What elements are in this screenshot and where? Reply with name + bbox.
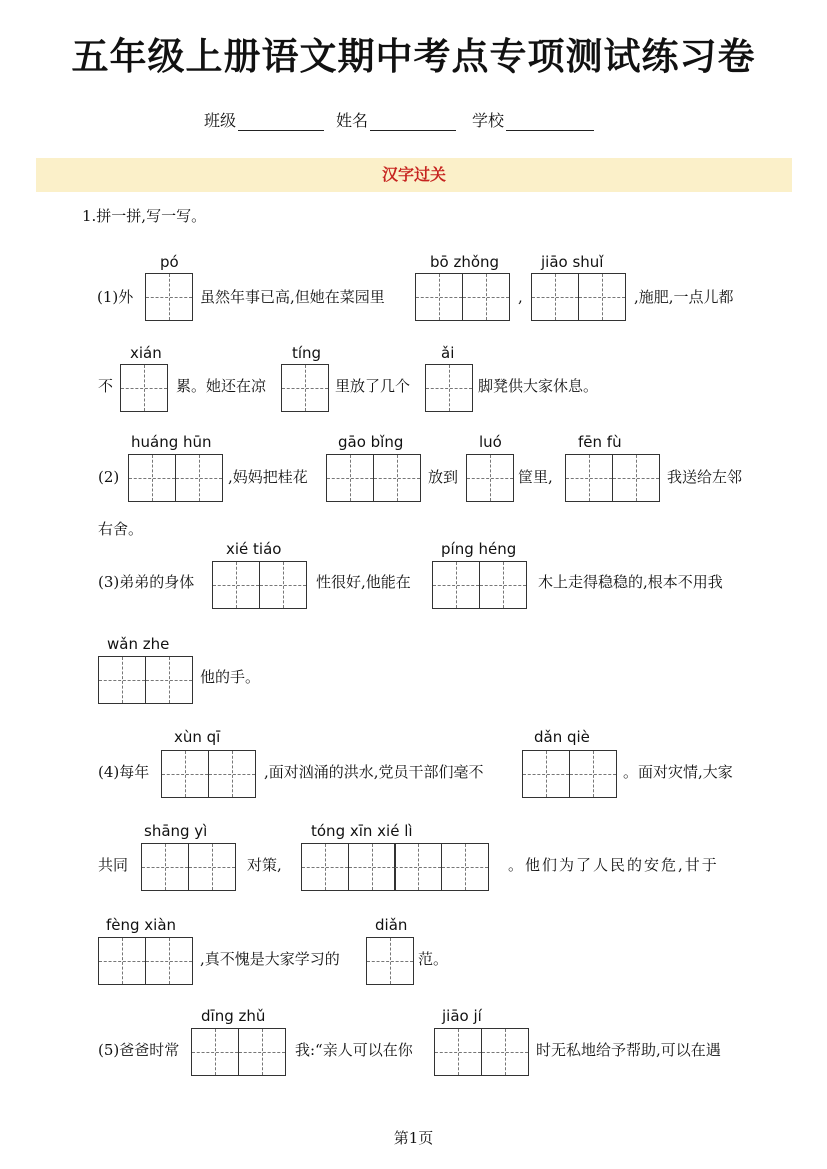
name-label: 姓名 [336, 111, 369, 130]
class-blank[interactable] [238, 113, 324, 131]
grid-cell[interactable] [238, 1028, 286, 1076]
writing-grid[interactable] [522, 750, 617, 798]
writing-grid[interactable] [212, 561, 307, 609]
school-field[interactable] [472, 108, 594, 131]
grid-cell[interactable] [479, 561, 527, 609]
grid-cell[interactable] [259, 561, 307, 609]
sentence-text: 虽然年事已高,但她在菜园里 [200, 288, 385, 306]
sentence-text: (3)弟弟的身体 [98, 573, 195, 591]
sentence-text: 木上走得稳稳的,根本不用我 [538, 573, 723, 591]
grid-cell[interactable] [366, 937, 414, 985]
sentence-text: 筐里, [518, 468, 553, 486]
class-field[interactable] [204, 108, 324, 131]
grid-cell[interactable] [326, 454, 374, 502]
pinyin: huáng hūn [131, 433, 212, 451]
pinyin: fèng xiàn [106, 916, 177, 934]
sentence-text: 范。 [418, 950, 449, 968]
grid-cell[interactable] [145, 937, 193, 985]
pinyin: bō zhǒng [430, 253, 500, 271]
writing-grid[interactable] [98, 937, 193, 985]
sentence-text: 。面对灾情,大家 [623, 763, 733, 781]
writing-grid[interactable] [425, 364, 473, 412]
grid-cell[interactable] [98, 656, 146, 704]
section-banner: 汉字过关 [36, 158, 792, 192]
grid-cell[interactable] [208, 750, 256, 798]
writing-grid[interactable] [466, 454, 514, 502]
pinyin: píng héng [441, 540, 517, 558]
writing-grid[interactable] [161, 750, 256, 798]
grid-cell[interactable] [188, 843, 236, 891]
writing-grid[interactable] [366, 937, 414, 985]
sentence-text: (4)每年 [98, 763, 150, 781]
school-label: 学校 [472, 111, 505, 130]
sentence-text: 右舍。 [98, 520, 144, 538]
pinyin: pó [160, 253, 179, 271]
sentence-text: 累。她还在凉 [176, 377, 267, 395]
writing-grid[interactable] [565, 454, 660, 502]
sentence-text: (1)外 [97, 288, 134, 306]
grid-cell[interactable] [565, 454, 613, 502]
grid-cell[interactable] [441, 843, 489, 891]
grid-cell[interactable] [612, 454, 660, 502]
grid-cell[interactable] [481, 1028, 529, 1076]
writing-grid[interactable] [326, 454, 421, 502]
sentence-text: (2) [98, 468, 120, 486]
pinyin: luó [479, 433, 502, 451]
writing-grid[interactable] [281, 364, 329, 412]
sentence-text: 共同 [98, 856, 129, 874]
pinyin: dǎn qiè [534, 728, 590, 746]
writing-grid[interactable] [432, 561, 527, 609]
sentence-text: 不 [98, 377, 114, 395]
pinyin: xié tiáo [226, 540, 282, 558]
pinyin: ǎi [441, 344, 455, 362]
pinyin: wǎn zhe [107, 635, 170, 653]
sentence-text: 。他们为了人民的安危,甘于 [508, 856, 719, 874]
sentence-text: , [518, 288, 523, 306]
sentence-text: ,施肥,一点儿都 [634, 288, 734, 306]
grid-cell[interactable] [425, 364, 473, 412]
grid-cell[interactable] [434, 1028, 482, 1076]
grid-cell[interactable] [531, 273, 579, 321]
writing-grid[interactable] [531, 273, 626, 321]
writing-grid[interactable] [145, 273, 193, 321]
sentence-text: 时无私地给予帮助,可以在遇 [536, 1041, 721, 1059]
writing-grid[interactable] [415, 273, 510, 321]
sentence-text: 脚凳供大家休息。 [478, 377, 599, 395]
sentence-text: 放到 [428, 468, 459, 486]
pinyin: jiāo jí [442, 1007, 482, 1025]
name-field[interactable] [336, 108, 456, 131]
grid-cell[interactable] [394, 843, 442, 891]
grid-cell[interactable] [161, 750, 209, 798]
page-number: 第1页 [393, 1129, 434, 1147]
writing-grid[interactable] [128, 454, 223, 502]
grid-cell[interactable] [569, 750, 617, 798]
grid-cell[interactable] [301, 843, 349, 891]
grid-cell[interactable] [432, 561, 480, 609]
grid-cell[interactable] [175, 454, 223, 502]
sentence-text: 他的手。 [200, 668, 261, 686]
pinyin: gāo bǐng [338, 433, 404, 451]
pinyin: tíng [292, 344, 322, 362]
writing-grid[interactable] [301, 843, 489, 891]
sentence-text: ,真不愧是大家学习的 [200, 950, 340, 968]
grid-cell[interactable] [373, 454, 421, 502]
writing-grid[interactable] [120, 364, 168, 412]
writing-grid[interactable] [191, 1028, 286, 1076]
class-label: 班级 [204, 111, 237, 130]
sentence-text: ,面对汹涌的洪水,党员干部们毫不 [264, 763, 484, 781]
sentence-text: 对策, [247, 856, 282, 874]
sentence-text: 我:“亲人可以在你 [295, 1041, 413, 1059]
pinyin: fēn fù [578, 433, 622, 451]
grid-cell[interactable] [141, 843, 189, 891]
grid-cell[interactable] [466, 454, 514, 502]
grid-cell[interactable] [191, 1028, 239, 1076]
grid-cell[interactable] [212, 561, 260, 609]
pinyin: xián [130, 344, 162, 362]
sentence-text: (5)爸爸时常 [98, 1041, 180, 1059]
grid-cell[interactable] [578, 273, 626, 321]
grid-cell[interactable] [522, 750, 570, 798]
sentence-text: 性很好,他能在 [316, 573, 411, 591]
grid-cell[interactable] [462, 273, 510, 321]
page-title: 五年级上册语文期中考点专项测试练习卷 [71, 35, 756, 78]
grid-cell[interactable] [120, 364, 168, 412]
grid-cell[interactable] [348, 843, 396, 891]
school-blank[interactable] [506, 113, 594, 131]
sentence-text: ,妈妈把桂花 [228, 468, 308, 486]
sentence-text: 我送给左邻 [667, 468, 743, 486]
sentence-text: 里放了几个 [335, 377, 411, 395]
pinyin: xùn qī [174, 728, 221, 746]
grid-cell[interactable] [128, 454, 176, 502]
grid-cell[interactable] [145, 273, 193, 321]
grid-cell[interactable] [98, 937, 146, 985]
pinyin: jiāo shuǐ [541, 253, 604, 271]
pinyin: diǎn [375, 916, 408, 934]
pinyin: shāng yì [144, 822, 208, 840]
grid-cell[interactable] [415, 273, 463, 321]
question-heading: 1.拼一拼,写一写。 [82, 207, 207, 225]
name-blank[interactable] [370, 113, 456, 131]
pinyin: dīng zhǔ [201, 1007, 266, 1025]
grid-cell[interactable] [145, 656, 193, 704]
writing-grid[interactable] [98, 656, 193, 704]
writing-grid[interactable] [141, 843, 236, 891]
grid-cell[interactable] [281, 364, 329, 412]
writing-grid[interactable] [434, 1028, 529, 1076]
pinyin: tóng xīn xié lì [311, 822, 413, 840]
